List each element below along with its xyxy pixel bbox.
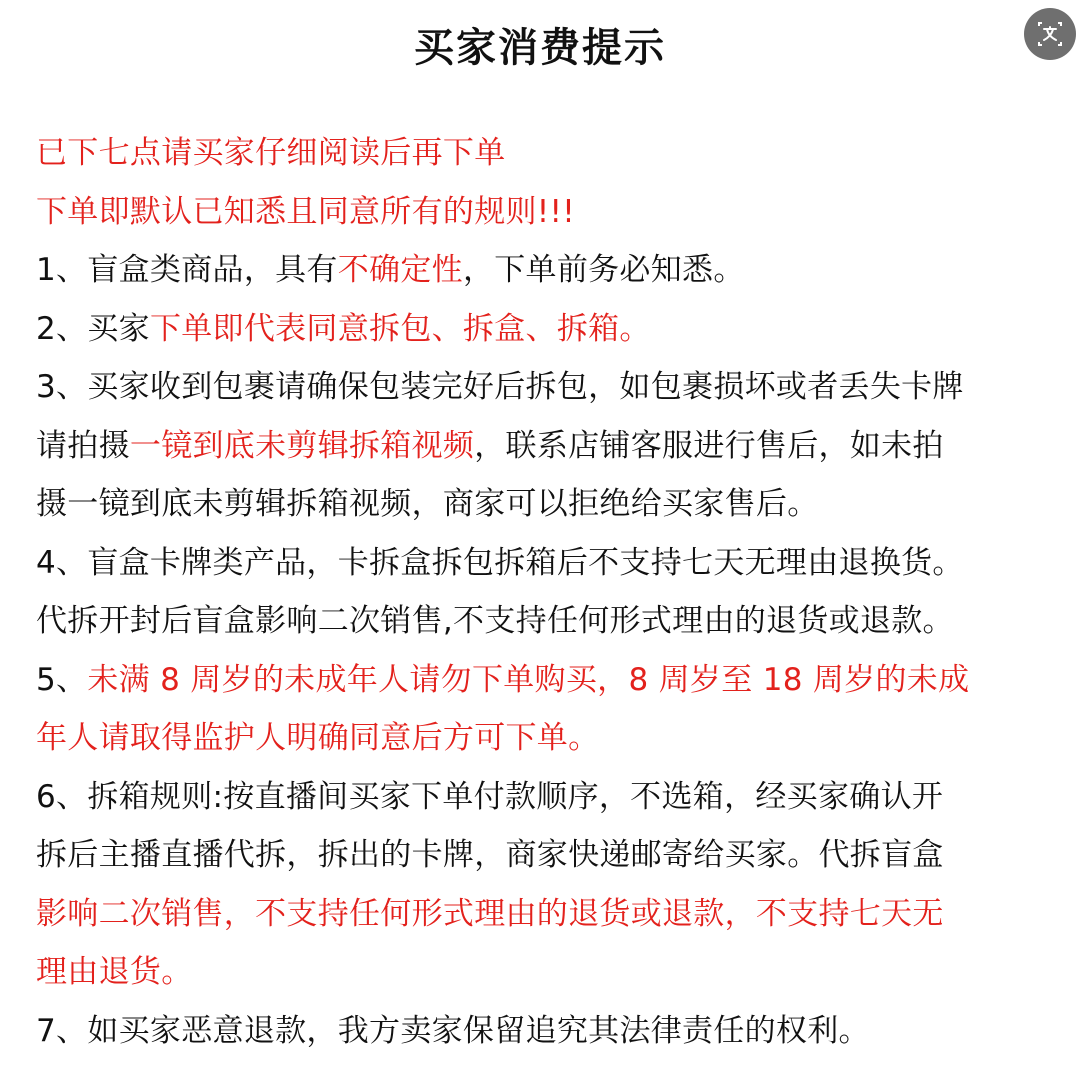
notice-text: ，联系店铺客服进行售后，如未拍 — [474, 427, 944, 464]
notice-text: 拆后主播直播代拆，拆出的卡牌，商家快递邮寄给买家。代拆盲盒 — [36, 837, 944, 873]
highlighted-text: 影响二次销售，不支持任何形式理由的退货或退款，不支持七天无 — [36, 895, 944, 932]
notice-line — [36, 534, 1056, 593]
notice-line — [36, 358, 1056, 417]
page-title: 买家消费提示 — [414, 25, 666, 71]
translate-button[interactable] — [1024, 8, 1076, 60]
notice-line — [36, 1002, 1056, 1061]
notice-text: 6、拆箱规则:按直播间买家下单付款顺序，不选箱，经买家确认开 — [36, 778, 944, 815]
highlighted-text: 已下七点请买家仔细阅读后再下单 — [36, 135, 506, 171]
notice-text: 请拍摄 — [36, 427, 130, 464]
notice-line — [36, 943, 1056, 1002]
notice-line — [36, 826, 1056, 885]
notice-text: 4、盲盒卡牌类产品，卡拆盒拆包拆箱后不支持七天无理由退换货。 — [36, 544, 964, 581]
highlighted-text: 未满 8 周岁的未成年人请勿下单购买，8 周岁至 18 周岁的未成 — [87, 661, 970, 698]
highlighted-text: 不确定性 — [337, 252, 463, 288]
notice-text: 摄一镜到底未剪辑拆箱视频，商家可以拒绝给买家售后。 — [36, 486, 819, 522]
highlighted-text: 一镜到底未剪辑拆箱视频 — [129, 427, 475, 464]
notice-line — [36, 417, 1056, 476]
notice-text: 7、如买家恶意退款，我方卖家保留追究其法律责任的权利。 — [36, 1012, 870, 1049]
highlighted-text: 下单即代表同意拆包、拆盒、拆箱。 — [149, 310, 651, 347]
notice-line — [36, 300, 1056, 359]
notice-line — [36, 768, 1056, 827]
translate-icon — [1036, 20, 1064, 48]
highlighted-text: 年人请取得监护人明确同意后方可下单。 — [36, 720, 600, 756]
notice-text: 代拆开封后盲盒影响二次销售,不支持任何形式理由的退货或退款。 — [36, 603, 954, 639]
notice-text: ，下单前务必知悉。 — [462, 252, 745, 288]
notice-line — [36, 709, 1056, 768]
notice-text: 2、买家 — [36, 310, 150, 347]
notice-text: 1、盲盒类商品，具有 — [36, 252, 338, 288]
notice-line — [36, 124, 1056, 183]
notice-content — [36, 124, 1056, 1060]
notice-line — [36, 183, 1056, 242]
notice-text: 3、买家收到包裹请确保包装完好后拆包，如包裹损坏或者丢失卡牌 — [36, 369, 964, 405]
notice-line — [36, 241, 1056, 300]
notice-line — [36, 885, 1056, 944]
notice-text: 5、 — [36, 661, 88, 698]
notice-line — [36, 592, 1056, 651]
highlighted-text: 下单即默认已知悉且同意所有的规则!!! — [36, 193, 575, 230]
notice-line — [36, 651, 1056, 710]
highlighted-text: 理由退货。 — [36, 954, 193, 990]
notice-line — [36, 475, 1056, 534]
